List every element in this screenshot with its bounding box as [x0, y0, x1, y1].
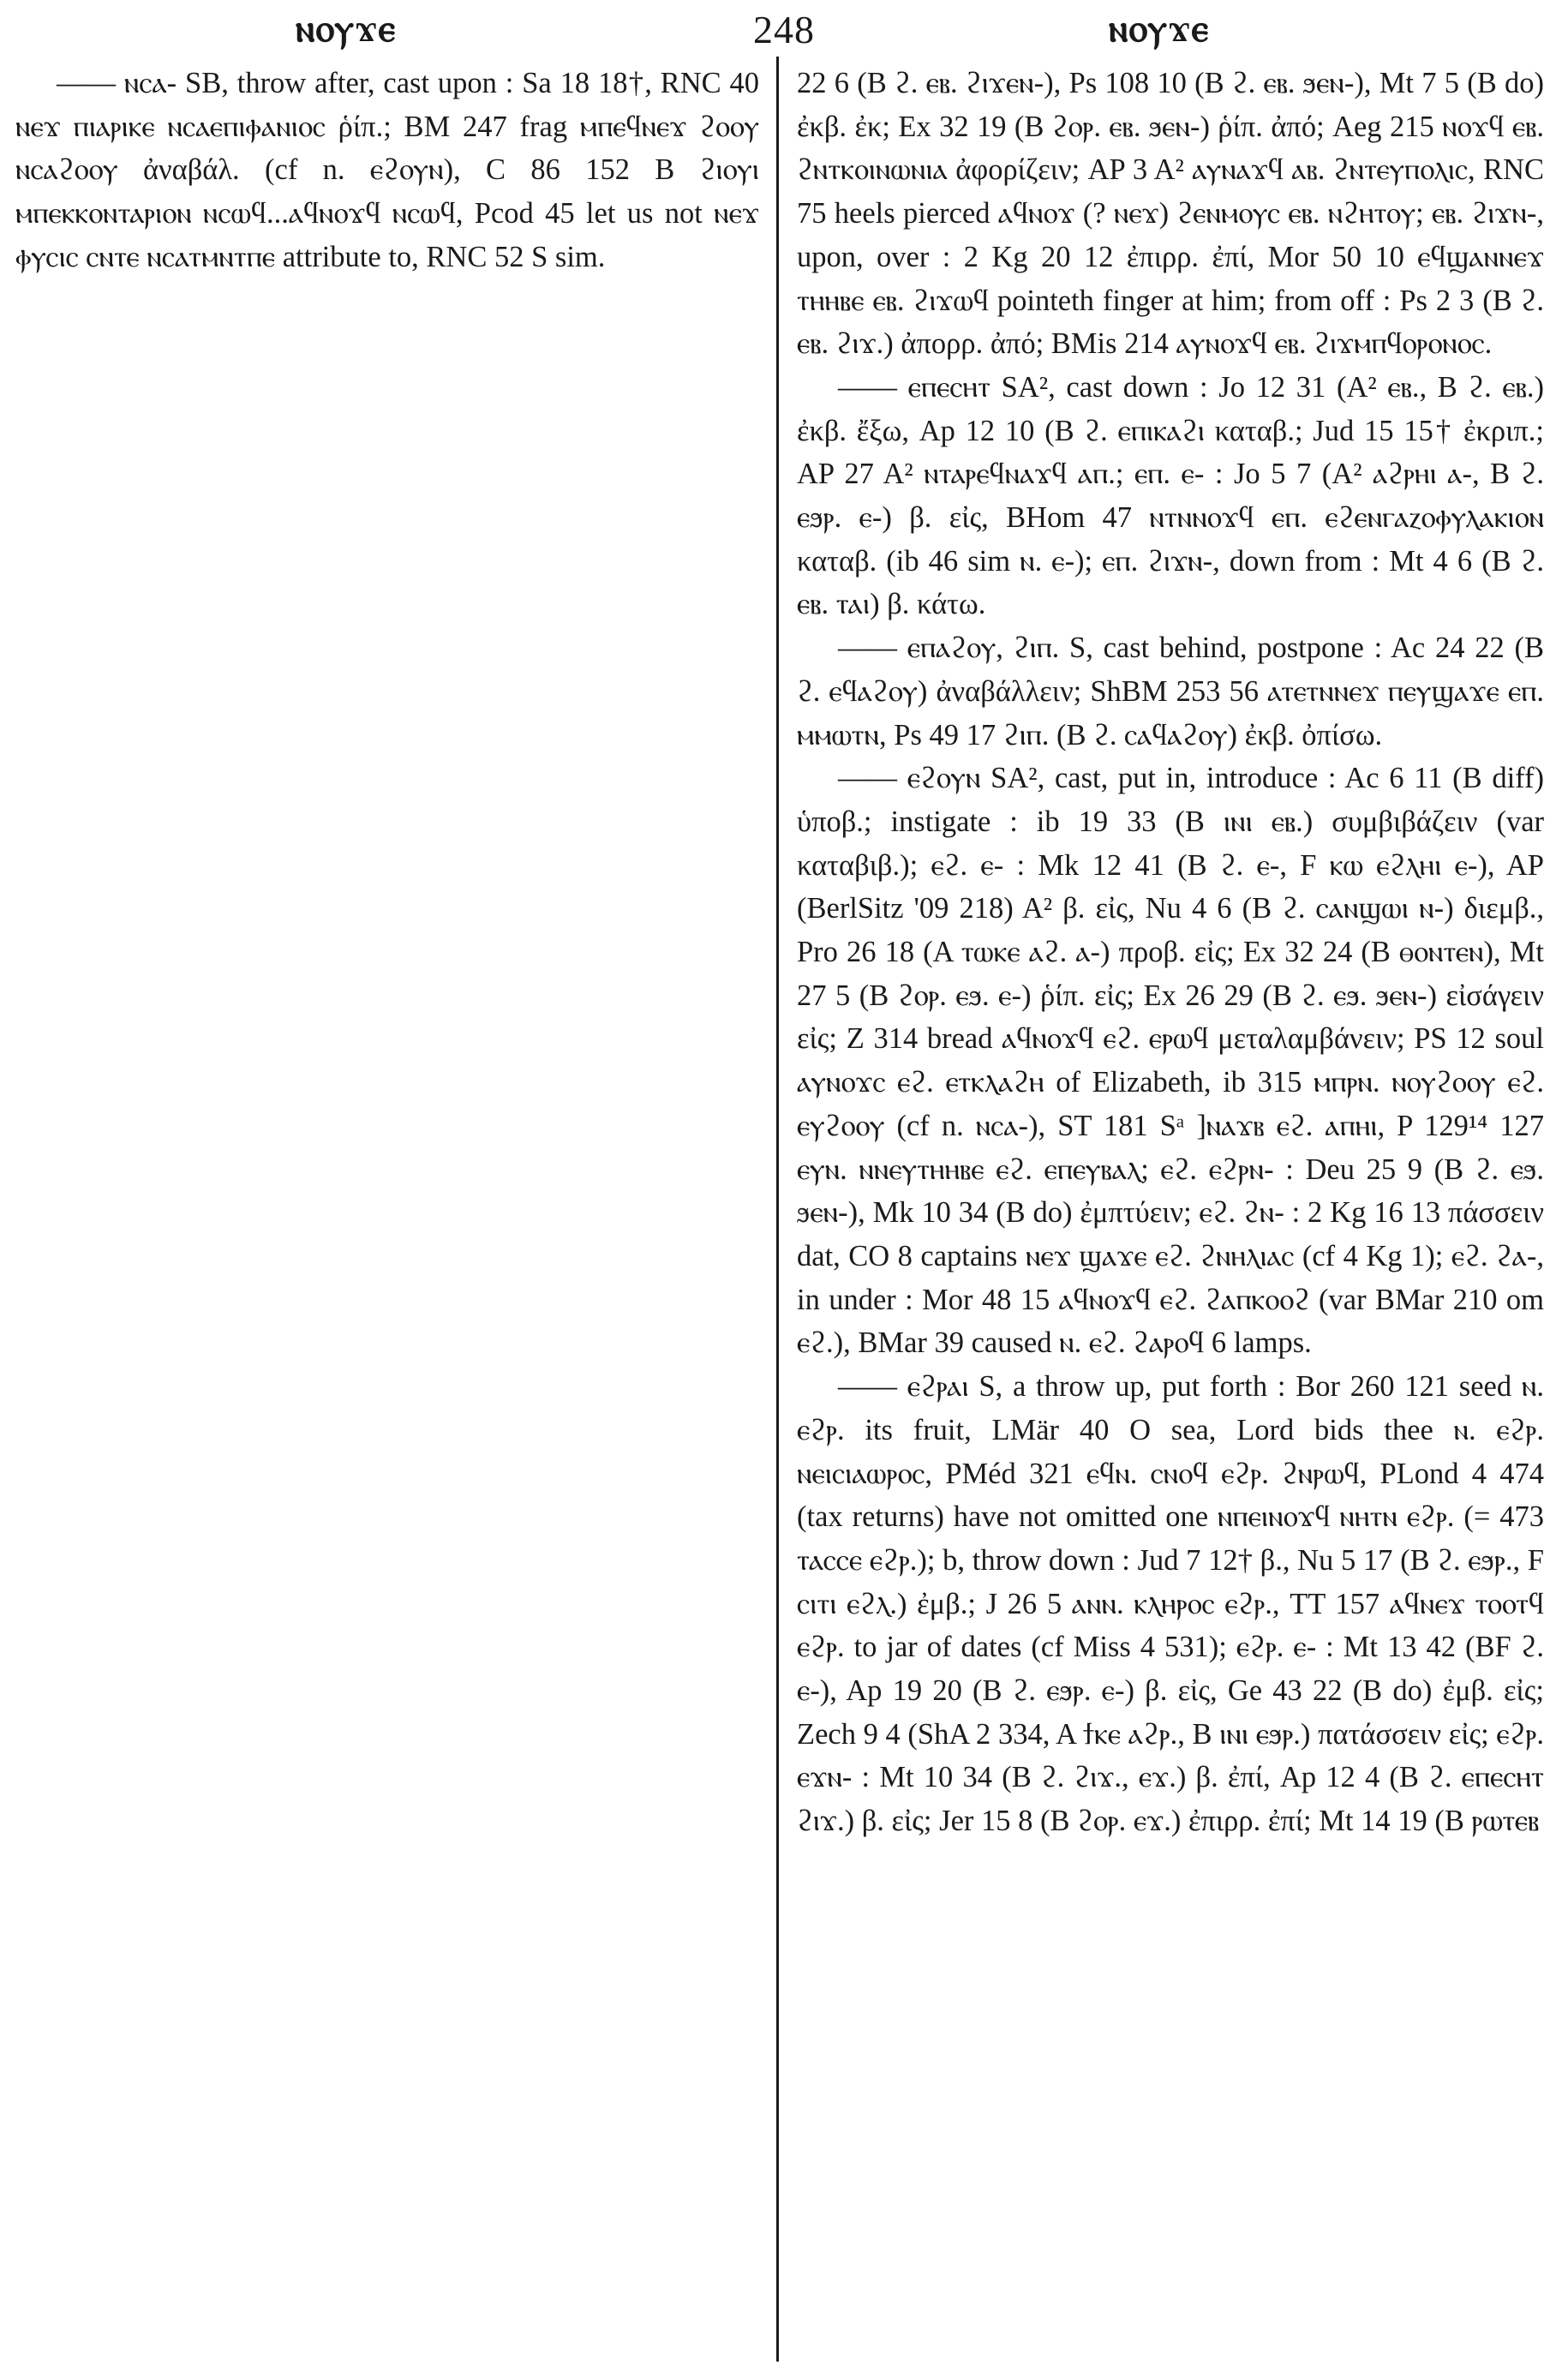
- entry-paragraph: —— ⲉϩⲣⲁⲓ S, a throw up, put forth : Bor 260 121 seed ⲛ. ⲉϩⲣ. its fruit, LMär 40 O sea, Lord bids thee ⲛ. ⲉϩⲣ. ⲛⲉⲓⲥⲓⲁⲱⲣⲟⲥ, PMéd 321 ⲉϥⲛ. ⲥⲛⲟϥ ⲉϩⲣ. ϩⲛⲣⲱϥ, PLond 4 474 (tax returns) have not omitted one ⲛⲡⲉⲓⲛⲟϫϥ ⲛⲏⲧⲛ ⲉϩⲣ. (= 473 ⲧⲁⲥⲥⲉ ⲉϩⲣ.); b, throw down : Jud 7 12† β., Nu 5 17 (B ϩ. ⲉϧⲣ., F ⲥⲓⲧⲓ ⲉϩⲗ.) ἐμβ.; J 26 5 ⲁⲛⲛ. ⲕⲗⲏⲣⲟⲥ ⲉϩⲣ., TT 157 ⲁϥⲛⲉϫ ⲧⲟⲟⲧϥ ⲉϩⲣ. to jar of dates (cf Miss 4 531); ⲉϩⲣ. ⲉ- : Mt 13 42 (BF ϩ. ⲉ-), Ap 19 20 (B ϩ. ⲉϧⲣ. ⲉ-) β. εἰς, Ge 43 22 (B do) ἐμβ. εἰς; Zech 9 4 (ShA 2 334, A ϯⲕⲉ ⲁϩⲣ., B ⲓⲛⲓ ⲉϧⲣ.) πατάσσειν εἰς; ⲉϩⲣ. ⲉϫⲛ- : Mt 10 34 (B ϩ. ϩⲓϫ., ⲉϫ.) β. ἐπί, Ap 12 4 (B ϩ. ⲉⲡⲉⲥⲏⲧ ϩⲓϫ.) β. εἰς; Jer 15 8 (B ϩⲟⲣ. ⲉϫ.) ἐπιρρ. ἐπί; Mt 14 19 (B ⲣⲱⲧⲉⲃ: [797, 1370, 1544, 1838]
- page-header: [0, 0, 1568, 60]
- entry-paragraph: —— ⲉⲡⲁϩⲟⲩ, ϩⲓⲡ. S, cast behind, postpone : Ac 24 22 (B ϩ. ⲉϥⲁϩⲟⲩ) ἀναβάλλειν; ShBM 253 56 ⲁⲧⲉⲧⲛⲛⲉϫ ⲡⲉⲩϣⲁϫⲉ ⲉⲡ. ⲙⲙⲱⲧⲛ, Ps 49 17 ϩⲓⲡ. (B ϩ. ⲥⲁϥⲁϩⲟⲩ) ἐκβ. ὀπίσω.: [797, 632, 1544, 751]
- right-column: [797, 62, 1544, 2351]
- entry-paragraph: 22 6 (B ϩ. ⲉⲃ. ϩⲓϫⲉⲛ-), Ps 108 10 (B ϩ. ⲉⲃ. ϧⲉⲛ-), Mt 7 5 (B do) ἐκβ. ἐκ; Ex 32 19 (B ϩⲟⲣ. ⲉⲃ. ϧⲉⲛ-) ῥίπ. ἀπό; Aeg 215 ⲛⲟϫϥ ⲉⲃ. ϩⲛⲧⲕⲟⲓⲛⲱⲛⲓⲁ ἀφορίζειν; AP 3 A² ⲁⲩⲛⲁϫϥ ⲁⲃ. ϩⲛⲧⲉⲩⲡⲟⲗⲓⲥ, RNC 75 heels pierced ⲁϥⲛⲟϫ (? ⲛⲉϫ) ϩⲉⲛⲙⲟⲩⲥ ⲉⲃ. ⲛϩⲏⲧⲟⲩ; ⲉⲃ. ϩⲓϫⲛ-, upon, over : 2 Kg 20 12 ἐπιρρ. ἐπί, Mor 50 10 ⲉϥϣⲁⲛⲛⲉϫ ⲧⲏⲏⲃⲉ ⲉⲃ. ϩⲓϫⲱϥ pointeth finger at him; from off : Ps 2 3 (B ϩ. ⲉⲃ. ϩⲓϫ.) ἀπορρ. ἀπό; BMis 214 ⲁⲩⲛⲟϫϥ ⲉⲃ. ϩⲓϫⲙⲡϥⲟⲣⲟⲛⲟⲥ.: [797, 67, 1544, 361]
- entry-paragraph: —— ⲛⲥⲁ- SB, throw after, cast upon : Sa 18 18†, RNC 40 ⲛⲉϫ ⲡⲓⲁⲣⲓⲕⲉ ⲛⲥⲁⲉⲡⲓⲫⲁⲛⲓⲟⲥ ῥίπ.; BM 247 frag ⲙⲡⲉϥⲛⲉϫ ϩⲟⲟⲩ ⲛⲥⲁϩⲟⲟⲩ ἀναβάλ. (cf n. ⲉϩⲟⲩⲛ), C 86 152 B ϩⲓⲟⲩⲓ ⲙⲡⲉⲕⲕⲟⲛⲧⲁⲣⲓⲟⲛ ⲛⲥⲱϥ...ⲁϥⲛⲟϫϥ ⲛⲥⲱϥ, Pcod 45 let us not ⲛⲉϫ ⲫⲩⲥⲓⲥ ⲥⲛⲧⲉ ⲛⲥⲁⲧⲙⲛⲧⲡⲉ attribute to, RNC 52 S sim.: [15, 67, 759, 273]
- page-number: 248: [753, 8, 815, 51]
- entry-paragraph: —— ⲉϩⲟⲩⲛ SA², cast, put in, introduce : Ac 6 11 (B diff) ὑποβ.; instigate : ib 19 33 (B ⲓⲛⲓ ⲉⲃ.) συμβιβάζειν (var καταβιβ.); ⲉϩ. ⲉ- : Mk 12 41 (B ϩ. ⲉ-, F ⲕⲱ ⲉϩⲗⲏⲓ ⲉ-), AP (BerlSitz '09 218) A² β. εἰς, Nu 4 6 (B ϩ. ⲥⲁⲛϣⲱⲓ ⲛ-) διεμβ., Pro 26 18 (A ⲧⲱⲕⲉ ⲁϩ. ⲁ-) προβ. εἰς; Ex 32 24 (B ⲑⲟⲛⲧⲉⲛ), Mt 27 5 (B ϩⲟⲣ. ⲉϧ. ⲉ-) ῥίπ. εἰς; Ex 26 29 (B ϩ. ⲉϧ. ϧⲉⲛ-) εἰσάγειν εἰς; Z 314 bread ⲁϥⲛⲟϫϥ ⲉϩ. ⲉⲣⲱϥ μεταλαμβάνειν; PS 12 soul ⲁⲩⲛⲟϫⲥ ⲉϩ. ⲉⲧⲕⲗⲁϩⲏ of Elizabeth, ib 315 ⲙⲡⲣⲛ. ⲛⲟⲩϩⲟⲟⲩ ⲉϩ. ⲉⲩϩⲟⲟⲩ (cf n. ⲛⲥⲁ-), ST 181 Sᵃ ]ⲛⲁϫⲃ ⲉϩ. ⲁⲡⲏⲓ, P 129¹⁴ 127 ⲉⲩⲛ. ⲛⲛⲉⲩⲧⲏⲏⲃⲉ ⲉϩ. ⲉⲡⲉⲩⲃⲁⲗ; ⲉϩ. ⲉϩⲣⲛ- : Deu 25 9 (B ϩ. ⲉϧ. ϧⲉⲛ-), Mk 10 34 (B do) ἐμπτύειν; ⲉϩ. ϩⲛ- : 2 Kg 16 13 πάσσειν dat, CO 8 captains ⲛⲉϫ ϣⲁϫⲉ ⲉϩ. ϩⲛⲏⲗⲓⲁⲥ (cf 4 Kg 1); ⲉϩ. ϩⲁ-, in under : Mor 48 15 ⲁϥⲛⲟϫϥ ⲉϩ. ϩⲁⲡⲕⲟⲟϩ (var BMar 210 om ⲉϩ.), BMar 39 caused ⲛ. ⲉϩ. ϩⲁⲣⲟϥ 6 lamps.: [797, 762, 1544, 1360]
- running-head-right: ⲛⲟⲩϫⲉ: [1109, 8, 1210, 50]
- entry-paragraph: —— ⲉⲡⲉⲥⲏⲧ SA², cast down : Jo 12 31 (A² ⲉⲃ., B ϩ. ⲉⲃ.) ἐκβ. ἔξω, Ap 12 10 (B ϩ. ⲉⲡⲓⲕⲁϩⲓ καταβ.; Jud 15 15† ἐκριπ.; AP 27 A² ⲛⲧⲁⲣⲉϥⲛⲁϫϥ ⲁⲡ.; ⲉⲡ. ⲉ- : Jo 5 7 (A² ⲁϩⲣⲏⲓ ⲁ-, B ϩ. ⲉϧⲣ. ⲉ-) β. εἰς, BHom 47 ⲛⲧⲛⲛⲟϫϥ ⲉⲡ. ⲉϩⲉⲛⲅⲁⲍⲟⲫⲩⲗⲁⲕⲓⲟⲛ καταβ. (ib 46 sim ⲛ. ⲉ-); ⲉⲡ. ϩⲓϫⲛ-, down from : Mt 4 6 (B ϩ. ⲉⲃ. ⲧⲁⲓ) β. κάτω.: [797, 370, 1544, 621]
- running-head-left: ⲛⲟⲩϫⲉ: [296, 8, 397, 50]
- left-column: [15, 62, 759, 2351]
- column-divider: [776, 57, 779, 2362]
